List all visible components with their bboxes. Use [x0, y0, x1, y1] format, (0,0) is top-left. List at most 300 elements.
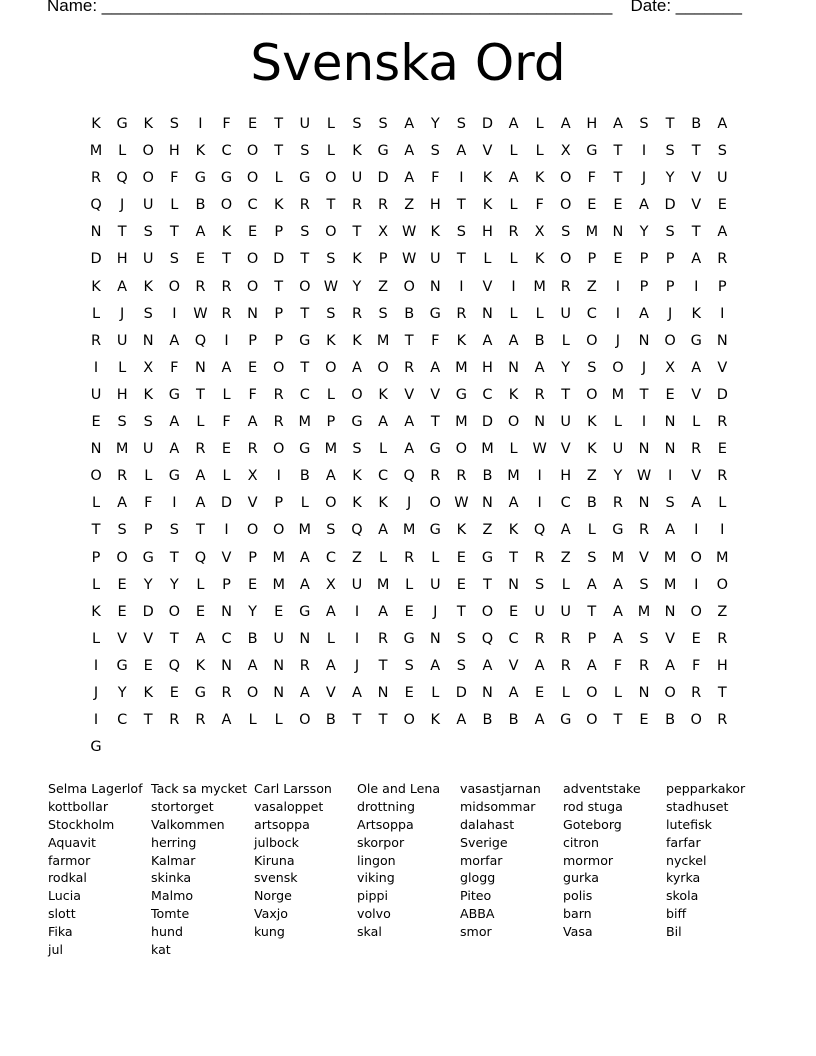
grid-letter: B: [247, 630, 258, 647]
grid-letter: N: [221, 603, 232, 620]
grid-letter: T: [717, 684, 727, 701]
grid-letter: K: [91, 116, 101, 132]
grid-letter: R: [195, 712, 206, 729]
grid-letter: L: [274, 712, 283, 729]
grid-letter: F: [431, 332, 440, 349]
grid-letter: L: [92, 576, 101, 593]
grid-letter: S: [430, 143, 440, 160]
grid-letter: Q: [90, 197, 102, 214]
grid-letter: T: [404, 332, 414, 349]
grid-letter: R: [351, 197, 363, 214]
grid-letter: M: [89, 143, 103, 160]
grid-letter: I: [694, 522, 699, 539]
word-list-item: Ole and Lena: [357, 781, 441, 796]
grid-letter: K: [143, 684, 153, 701]
grid-letter: U: [273, 630, 285, 647]
grid-letter: I: [459, 170, 464, 187]
word-list-item: drottning: [357, 798, 415, 814]
grid-letter: V: [560, 441, 571, 458]
grid-letter: U: [90, 386, 102, 403]
grid-letter: T: [509, 549, 518, 566]
word-list-item: stortorget: [151, 798, 214, 814]
grid-letter: K: [482, 197, 493, 214]
grid-letter: R: [456, 305, 467, 322]
word-list-item: Piteo: [460, 888, 492, 904]
grid-letter: M: [324, 441, 338, 458]
word-list-item: biff: [666, 906, 687, 922]
grid-letter: N: [612, 224, 624, 241]
grid-letter: T: [483, 576, 492, 593]
grid-letter: T: [613, 712, 623, 729]
grid-letter: Z: [352, 549, 362, 566]
grid-letter: J: [120, 197, 125, 214]
grid-letter: L: [379, 441, 388, 458]
grid-letter: A: [299, 684, 310, 701]
grid-letter: G: [299, 332, 311, 349]
grid-letter: K: [456, 332, 467, 349]
grid-letter: S: [143, 414, 153, 431]
grid-letter: L: [405, 576, 414, 593]
grid-letter: O: [272, 522, 285, 539]
word-list-item: gurka: [563, 870, 599, 886]
grid-letter: T: [587, 603, 597, 620]
grid-letter: S: [456, 630, 466, 647]
grid-letter: P: [248, 332, 257, 349]
grid-letter: L: [561, 332, 570, 349]
grid-letter: G: [690, 332, 702, 349]
grid-letter: L: [509, 143, 518, 160]
grid-letter: A: [456, 143, 467, 160]
grid-letter: M: [716, 549, 729, 566]
grid-letter: Z: [378, 278, 389, 295]
grid-letter: W: [193, 305, 208, 322]
word-list-item: rod stuga: [563, 798, 623, 814]
grid-letter: S: [665, 143, 675, 160]
grid-letter: W: [402, 224, 417, 241]
grid-letter: O: [612, 359, 624, 376]
grid-letter: A: [612, 576, 623, 593]
grid-letter: U: [142, 441, 154, 458]
grid-letter: I: [354, 603, 360, 620]
grid-letter: E: [117, 603, 127, 620]
grid-letter: E: [169, 684, 179, 701]
grid-letter: N: [142, 332, 154, 349]
grid-letter: A: [586, 657, 597, 674]
grid-letter: A: [534, 657, 545, 674]
grid-letter: A: [404, 143, 415, 160]
grid-letter: R: [717, 630, 728, 647]
grid-letter: C: [221, 630, 232, 647]
grid-letter: O: [455, 441, 468, 458]
grid-letter: V: [143, 630, 154, 647]
grid-letter: N: [716, 332, 728, 349]
grid-letter: D: [142, 603, 154, 620]
grid-letter: A: [560, 116, 571, 132]
grid-letter: R: [91, 332, 102, 349]
word-list-item: Norge: [254, 888, 292, 904]
word-list-item: kyrka: [666, 870, 701, 886]
grid-letter: G: [481, 549, 494, 566]
grid-letter: L: [535, 305, 544, 322]
grid-letter: A: [404, 441, 415, 458]
grid-letter: K: [273, 197, 284, 214]
grid-letter: M: [272, 549, 285, 566]
grid-letter: O: [403, 278, 415, 295]
grid-letter: L: [326, 630, 335, 647]
grid-letter: H: [116, 386, 128, 403]
grid-letter: T: [613, 170, 623, 187]
word-list-item: lingon: [357, 852, 396, 868]
grid-letter: R: [691, 684, 702, 701]
grid-letter: G: [90, 739, 102, 756]
grid-letter: E: [274, 603, 284, 620]
grid-letter: O: [246, 684, 259, 701]
grid-letter: P: [274, 305, 284, 322]
grid-letter: S: [326, 251, 336, 268]
grid-letter: D: [455, 684, 467, 701]
grid-letter: I: [615, 305, 621, 322]
grid-letter: T: [274, 116, 284, 132]
grid-letter: O: [586, 332, 598, 349]
grid-letter: A: [717, 116, 728, 132]
grid-letter: B: [534, 332, 545, 349]
grid-letter: O: [220, 197, 233, 214]
grid-letter: A: [325, 468, 336, 485]
grid-letter: L: [92, 495, 101, 512]
grid-letter: R: [195, 278, 206, 295]
grid-letter: K: [378, 386, 388, 403]
grid-letter: M: [663, 549, 677, 566]
grid-letter: Z: [586, 468, 597, 485]
grid-letter: O: [325, 495, 337, 512]
grid-letter: M: [481, 441, 494, 458]
grid-letter: C: [508, 630, 519, 647]
grid-letter: Q: [194, 549, 207, 566]
grid-letter: I: [224, 522, 229, 539]
grid-letter: O: [664, 684, 676, 701]
word-list-item: adventstake: [563, 781, 641, 796]
grid-letter: A: [352, 684, 362, 701]
grid-letter: P: [326, 414, 336, 431]
grid-letter: P: [587, 251, 597, 268]
grid-letter: T: [378, 657, 388, 674]
grid-letter: N: [429, 630, 441, 647]
grid-letter: O: [690, 603, 702, 620]
grid-letter: R: [638, 522, 650, 539]
grid-letter: R: [351, 305, 363, 322]
grid-letter: A: [717, 224, 728, 241]
grid-letter: Y: [613, 468, 623, 485]
grid-letter: L: [561, 684, 570, 701]
grid-letter: V: [430, 386, 441, 403]
grid-letter: Q: [403, 468, 415, 485]
grid-letter: T: [561, 386, 571, 403]
grid-letter: I: [276, 468, 281, 485]
grid-letter: Y: [561, 359, 571, 376]
grid-letter: L: [222, 386, 231, 403]
grid-letter: A: [612, 116, 623, 132]
word-list-item: midsommar: [460, 798, 536, 814]
grid-letter: O: [481, 603, 494, 620]
grid-letter: T: [691, 224, 701, 241]
grid-letter: N: [508, 576, 519, 593]
grid-letter: D: [220, 495, 233, 512]
grid-letter: V: [482, 278, 493, 295]
word-list-item: Goteborg: [563, 816, 622, 832]
grid-letter: M: [507, 468, 520, 485]
grid-letter: G: [299, 441, 311, 458]
grid-letter: A: [508, 170, 519, 187]
word-list-item: svensk: [254, 870, 298, 886]
grid-letter: L: [509, 441, 518, 458]
grid-letter: R: [221, 305, 232, 322]
grid-letter: T: [91, 522, 101, 539]
grid-letter: O: [560, 197, 572, 214]
grid-letter: H: [429, 197, 441, 214]
grid-letter: N: [273, 684, 285, 701]
grid-letter: N: [429, 278, 441, 295]
grid-letter: O: [246, 251, 259, 268]
grid-letter: U: [351, 576, 363, 593]
grid-letter: J: [615, 332, 621, 349]
grid-letter: O: [116, 549, 128, 566]
grid-letter: P: [665, 278, 675, 295]
grid-letter: U: [429, 576, 441, 593]
grid-letter: T: [195, 522, 205, 539]
grid-letter: V: [247, 495, 258, 512]
grid-letter: G: [377, 143, 389, 160]
grid-letter: V: [325, 684, 336, 701]
grid-letter: B: [665, 712, 676, 729]
word-list-item: farmor: [48, 852, 91, 868]
grid-letter: P: [143, 522, 153, 539]
grid-letter: O: [560, 170, 572, 187]
grid-letter: U: [299, 116, 311, 132]
grid-letter: A: [560, 522, 571, 539]
grid-letter: K: [430, 712, 441, 729]
grid-letter: O: [429, 495, 441, 512]
grid-letter: T: [300, 305, 310, 322]
grid-letter: U: [116, 332, 128, 349]
word-list-item: Valkommen: [151, 816, 225, 832]
word-list-item: dalahast: [460, 816, 515, 832]
grid-letter: T: [143, 712, 153, 729]
grid-letter: T: [456, 603, 466, 620]
word-list-item: slott: [48, 906, 76, 922]
grid-letter: F: [170, 359, 179, 376]
grid-letter: K: [587, 414, 597, 431]
grid-letter: A: [325, 603, 336, 620]
grid-letter: P: [639, 251, 649, 268]
grid-letter: T: [169, 630, 179, 647]
grid-letter: K: [143, 116, 153, 132]
grid-letter: K: [378, 495, 388, 512]
grid-letter: O: [560, 251, 572, 268]
grid-letter: M: [402, 522, 416, 539]
grid-letter: L: [196, 576, 205, 593]
grid-letter: L: [613, 414, 622, 431]
grid-letter: S: [456, 657, 466, 674]
grid-letter: Y: [143, 576, 153, 593]
grid-letter: A: [378, 414, 389, 431]
grid-letter: S: [143, 305, 153, 322]
grid-letter: R: [717, 468, 728, 485]
word-list-item: citron: [563, 834, 599, 850]
word-list-item: Carl Larsson: [254, 781, 332, 796]
grid-letter: J: [641, 170, 647, 187]
grid-letter: B: [508, 712, 519, 729]
grid-letter: S: [561, 224, 571, 241]
grid-letter: N: [377, 684, 389, 701]
grid-letter: X: [560, 143, 571, 160]
grid-letter: A: [378, 603, 389, 620]
grid-letter: E: [404, 684, 414, 701]
grid-letter: A: [169, 414, 180, 431]
word-list-item: Aquavit: [48, 834, 96, 850]
grid-letter: I: [641, 143, 647, 160]
grid-letter: V: [691, 170, 702, 187]
grid-letter: H: [560, 468, 572, 485]
grid-letter: C: [299, 386, 310, 403]
grid-letter: G: [586, 143, 598, 160]
grid-letter: W: [454, 495, 469, 512]
grid-letter: T: [665, 116, 675, 132]
grid-letter: B: [195, 197, 206, 214]
grid-letter: I: [172, 305, 177, 322]
grid-letter: G: [429, 522, 441, 539]
grid-letter: N: [664, 441, 676, 458]
grid-letter: G: [194, 684, 207, 701]
grid-letter: E: [117, 576, 127, 593]
grid-letter: A: [482, 332, 493, 349]
grid-letter: J: [433, 603, 438, 620]
grid-letter: C: [221, 143, 232, 160]
grid-letter: E: [456, 576, 466, 593]
grid-letter: A: [221, 712, 232, 729]
grid-letter: Z: [717, 603, 728, 620]
word-list-item: skal: [357, 924, 382, 940]
grid-letter: V: [717, 359, 728, 376]
grid-letter: J: [93, 684, 99, 701]
grid-letter: L: [431, 549, 440, 566]
word-list-item: mormor: [563, 852, 614, 868]
grid-letter: E: [91, 414, 101, 431]
word-list-item: Lucia: [48, 888, 81, 904]
grid-letter: L: [326, 116, 335, 132]
grid-letter: X: [665, 359, 676, 376]
grid-letter: E: [535, 684, 545, 701]
grid-letter: T: [613, 143, 623, 160]
grid-letter: O: [351, 386, 363, 403]
grid-letter: A: [691, 359, 702, 376]
grid-letter: N: [247, 305, 259, 322]
grid-letter: N: [664, 414, 676, 431]
grid-letter: X: [143, 359, 154, 376]
grid-letter: T: [222, 251, 231, 268]
grid-letter: A: [117, 278, 128, 295]
grid-letter: M: [376, 332, 390, 349]
grid-letter: T: [691, 143, 701, 160]
grid-letter: L: [196, 414, 205, 431]
grid-letter: J: [407, 495, 412, 512]
grid-letter: A: [508, 332, 519, 349]
grid-letter: Y: [117, 684, 127, 701]
grid-letter: A: [482, 657, 493, 674]
grid-letter: W: [402, 251, 417, 268]
grid-letter: K: [587, 441, 597, 458]
grid-letter: K: [143, 278, 153, 295]
grid-letter: V: [482, 143, 493, 160]
grid-letter: I: [615, 278, 621, 295]
grid-letter: R: [560, 278, 571, 295]
word-list-item: Kiruna: [254, 852, 295, 868]
grid-letter: F: [587, 170, 596, 187]
word-list-item: vasaloppet: [254, 798, 324, 814]
grid-letter: E: [508, 603, 519, 620]
grid-letter: P: [222, 576, 231, 593]
grid-letter: L: [326, 386, 335, 403]
grid-letter: S: [352, 116, 362, 132]
grid-letter: T: [456, 197, 466, 214]
grid-letter: B: [586, 495, 597, 512]
grid-letter: R: [717, 712, 728, 729]
grid-letter: E: [691, 630, 701, 647]
grid-letter: L: [692, 414, 701, 431]
grid-letter: R: [638, 657, 650, 674]
grid-letter: X: [534, 224, 545, 241]
grid-letter: P: [248, 549, 257, 566]
grid-letter: O: [716, 576, 728, 593]
grid-letter: K: [143, 386, 153, 403]
grid-letter: A: [195, 495, 206, 512]
grid-letter: O: [272, 359, 285, 376]
grid-letter: Z: [404, 197, 415, 214]
grid-letter: A: [247, 657, 258, 674]
grid-letter: U: [351, 170, 363, 187]
grid-letter: G: [220, 170, 233, 187]
grid-letter: A: [117, 495, 128, 512]
grid-letter: E: [248, 224, 258, 241]
grid-letter: O: [299, 712, 311, 729]
grid-letter: P: [378, 251, 388, 268]
grid-letter: L: [92, 630, 101, 647]
grid-letter: A: [508, 684, 519, 701]
puzzle-title: Svenska Ord: [250, 34, 566, 92]
grid-letter: V: [221, 549, 232, 566]
grid-letter: A: [299, 576, 310, 593]
grid-letter: N: [482, 495, 493, 512]
word-list-item: artsoppa: [254, 816, 310, 832]
grid-letter: L: [144, 468, 153, 485]
grid-letter: S: [326, 522, 336, 539]
grid-letter: E: [404, 603, 414, 620]
grid-letter: M: [611, 386, 625, 403]
grid-letter: M: [376, 576, 390, 593]
word-list-item: jul: [48, 942, 63, 958]
grid-letter: L: [326, 143, 335, 160]
grid-letter: V: [665, 630, 676, 647]
grid-letter: A: [534, 359, 545, 376]
grid-letter: U: [534, 603, 545, 620]
grid-letter: R: [221, 684, 232, 701]
grid-letter: E: [195, 603, 205, 620]
grid-letter: S: [665, 495, 675, 512]
grid-letter: B: [482, 712, 493, 729]
grid-letter: I: [93, 359, 99, 376]
grid-letter: V: [691, 197, 702, 214]
grid-letter: N: [299, 630, 311, 647]
grid-letter: E: [221, 441, 232, 458]
